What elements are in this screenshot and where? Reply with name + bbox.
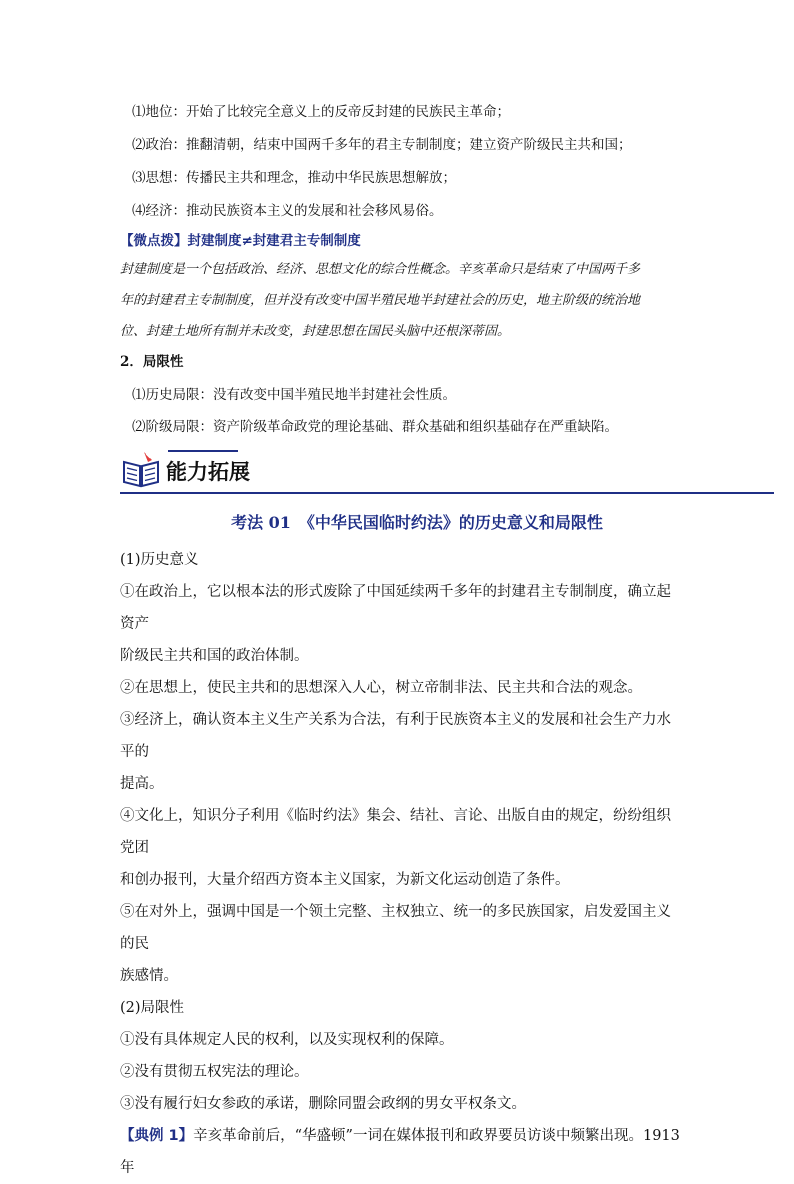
body-line: ①没有具体规定人民的权利，以及实现权利的保障。 [120,1032,454,1048]
body-line: ④文化上，知识分子利用《临时约法》集会、结社、言论、出版自由的规定，纷纷组织党团 [120,808,671,856]
body-line: ②没有贯彻五权宪法的理论。 [120,1064,309,1080]
body-line: ②在思想上，使民主共和的思想深入人心，树立帝制非法、民主共和合法的观念。 [120,680,642,696]
open-book-icon [120,448,162,490]
limit-heading: 2．局限性 [120,354,184,370]
item-status: ⑴地位：开始了比较完全意义上的反帝反封建的民族民主革命； [132,104,510,120]
limit-item: ⑴历史局限：没有改变中国半殖民地半封建社会性质。 [132,387,456,403]
body-line: ⑤在对外上，强调中国是一个领土完整、主权独立、统一的多民族国家，启发爱国主义的民 [120,904,671,952]
limit-item: ⑵阶级局限：资产阶级革命政党的理论基础、群众基础和组织基础存在严重缺陷。 [132,419,618,435]
tip-text-line: 封建制度是一个包括政治、经济、思想文化的综合性概念。辛亥革命只是结束了中国两千多 [120,262,641,277]
body-line: ①在政治上，它以根本法的形式废除了中国延续两千多年的封建君主专制制度，确立起资产 [120,584,671,632]
banner-rule [120,492,774,494]
body-line: 提高。 [120,776,164,792]
body-line: 和创办报刊，大量介绍西方资本主义国家，为新文化运动创造了条件。 [120,872,570,888]
example-label: 【典例 1】 [120,1128,194,1144]
body-line: 族感情。 [120,968,178,984]
item-thought: ⑶思想：传播民主共和理念，推动中华民族思想解放； [132,170,456,186]
banner-title: 能力拓展 [166,460,250,484]
significance-heading: (1)历史意义 [120,552,199,568]
tip-label: 【微点拨】封建制度≠封建君主专制制度 [120,233,361,249]
item-politics: ⑵政治：推翻清朝，结束中国两千多年的君主专制制度；建立资产阶级民主共和国； [132,137,632,153]
example-text: 辛亥革命前后，“华盛顿”一词在媒体报刊和政界要员访谈中频繁出现。1913 年 [120,1128,680,1176]
tip-text-line: 位、封建土地所有制并未改变，封建思想在国民头脑中还根深蒂固。 [120,324,511,339]
section-banner [120,448,774,494]
method-title: 考法 01 《中华民国临时约法》的历史意义和局限性 [231,513,603,532]
banner-accent-rule [168,450,238,452]
limitation-heading: (2)局限性 [120,1000,185,1016]
body-line: ③没有履行妇女参政的承诺，删除同盟会政纲的男女平权条文。 [120,1096,526,1112]
body-line: 阶级民主共和国的政治体制。 [120,648,309,664]
tip-text-line: 年的封建君主专制制度，但并没有改变中国半殖民地半封建社会的历史，地主阶级的统治地 [120,293,641,308]
item-economy: ⑷经济：推动民族资本主义的发展和社会移风易俗。 [132,203,443,219]
body-line: ③经济上，确认资本主义生产关系为合法，有利于民族资本主义的发展和社会生产力水平的 [120,712,671,760]
method-body [120,544,680,1184]
example-line [120,1120,680,1184]
